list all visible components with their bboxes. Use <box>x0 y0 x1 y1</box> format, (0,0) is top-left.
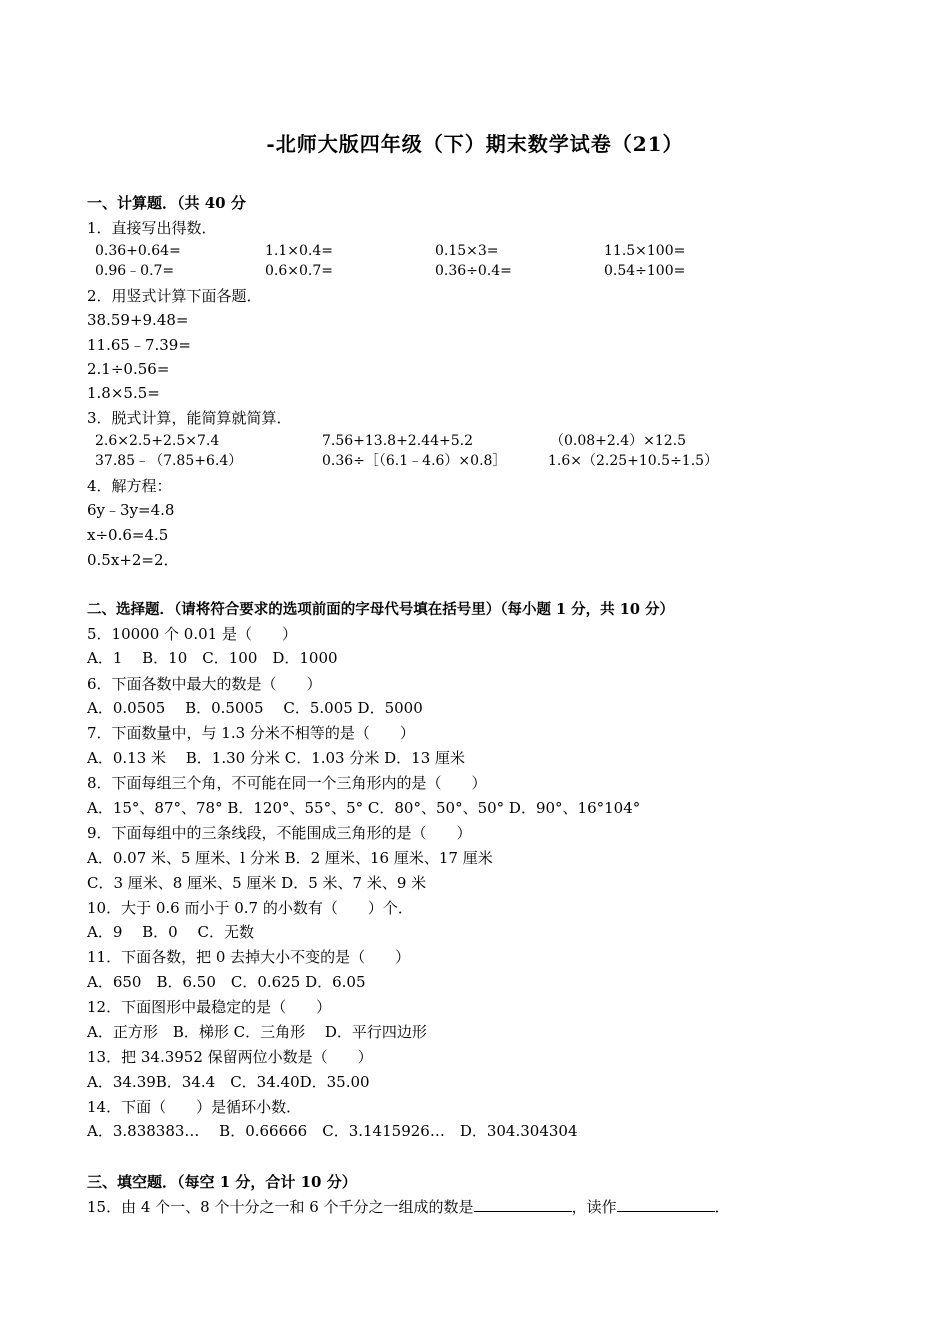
options-line: A．0.07 米、5 厘米、l 分米 B．2 厘米、16 厘米、17 厘米 <box>87 849 493 867</box>
question-line: 7．下面数量中，与 1.3 分米不相等的是（ ） <box>87 724 415 742</box>
section-3-heading: 三、填空题．（每空 1 分，合计 10 分） <box>87 1173 357 1191</box>
question-line: 6．下面各数中最大的数是（ ） <box>87 675 322 693</box>
q2-item: 2.1÷0.56= <box>87 360 170 378</box>
q1-item: 0.6×0.7= <box>265 263 333 279</box>
q2-item: 38.59+9.48= <box>87 311 189 329</box>
q1-item: 0.36+0.64= <box>95 243 181 259</box>
section-2-heading: 二、选择题．（请将符合要求的选项前面的字母代号填在括号里）（每小题 1 分，共 10 分） <box>87 601 674 618</box>
section-1-heading: 一、计算题．（共 40 分 <box>87 194 246 212</box>
q1-label: 1．直接写出得数． <box>87 219 217 237</box>
options-line: A．0.13 米 B．1.30 分米 C．1.03 分米 D．13 厘米 <box>87 749 466 767</box>
answer-blank-2[interactable] <box>617 1197 715 1212</box>
question-line: 11．下面各数，把 0 去掉大小不变的是（ ） <box>87 948 411 966</box>
question-line: 10．大于 0.6 而小于 0.7 的小数有（ ）个． <box>87 899 413 917</box>
q4-item: 0.5x+2=2． <box>87 551 179 569</box>
q3-item: （0.08+2.4）×12.5 <box>550 433 687 449</box>
options-line: A．0.0505 B．0.5005 C．5.005 D．5000 <box>87 699 423 717</box>
options-line: A．正方形 B．梯形 C．三角形 D．平行四边形 <box>87 1023 427 1041</box>
question-line: 12．下面图形中最稳定的是（ ） <box>87 998 332 1016</box>
options-line: C．3 厘米、8 厘米、5 厘米 D．5 米、7 米、9 米 <box>87 874 427 892</box>
q1-item: 1.1×0.4= <box>265 243 333 259</box>
q15-prefix: 15．由 4 个一、8 个十分之一和 6 个千分之一组成的数是 <box>87 1198 474 1216</box>
q1-item: 0.54÷100= <box>604 263 686 279</box>
question-line: 13．把 34.3952 保留两位小数是（ ） <box>87 1048 373 1066</box>
page-title: -北师大版四年级（下）期末数学试卷（21） <box>266 132 684 156</box>
q4-item: x÷0.6=4.5 <box>87 526 169 544</box>
q1-item: 0.15×3= <box>435 243 499 259</box>
answer-blank-1[interactable] <box>474 1197 572 1212</box>
options-line: A．3.838383… B．0.66666 C．3.1415926… D．304.304304 <box>87 1122 578 1140</box>
q15-middle: ，读作 <box>571 1198 617 1216</box>
q2-item: 11.65﹣7.39= <box>87 336 191 354</box>
q2-label: 2．用竖式计算下面各题． <box>87 287 262 305</box>
q3-item: 0.36÷［（6.1﹣4.6）×0.8］ <box>322 453 507 469</box>
q3-label: 3．脱式计算，能简算就简算． <box>87 409 292 427</box>
question-line: 14．下面（ ）是循环小数． <box>87 1098 302 1116</box>
options-line: A．650 B．6.50 C．0.625 D．6.05 <box>87 973 366 991</box>
q3-item: 2.6×2.5+2.5×7.4 <box>95 433 220 449</box>
q15-suffix: ． <box>714 1198 730 1216</box>
q4-item: 6y﹣3y=4.8 <box>87 501 175 519</box>
q3-item: 1.6×（2.25+10.5÷1.5） <box>548 453 719 469</box>
question-line: 8．下面每组三个角，不可能在同一个三角形内的是（ ） <box>87 774 487 792</box>
q1-item: 11.5×100= <box>604 243 686 259</box>
options-line: A．15°、87°、78° B．120°、55°、5° C．80°、50°、50° D．90°、16°104° <box>87 799 641 817</box>
q1-item: 0.96﹣0.7= <box>95 263 175 279</box>
options-line: A．1 B．10 C．100 D．1000 <box>87 649 338 667</box>
options-line: A．9 B．0 C．无数 <box>87 923 254 941</box>
q4-label: 4．解方程： <box>87 477 172 495</box>
q3-item: 37.85﹣（7.85+6.4） <box>95 453 243 469</box>
q3-item: 7.56+13.8+2.44+5.2 <box>322 433 473 449</box>
question-line: 5．10000 个 0.01 是（ ） <box>87 625 297 643</box>
q15-line <box>87 1197 730 1217</box>
q1-item: 0.36÷0.4= <box>435 263 512 279</box>
options-line: A．34.39B．34.4 C．34.40D．35.00 <box>87 1073 370 1091</box>
question-line: 9．下面每组中的三条线段，不能围成三角形的是（ ） <box>87 824 472 842</box>
q2-item: 1.8×5.5= <box>87 384 160 402</box>
